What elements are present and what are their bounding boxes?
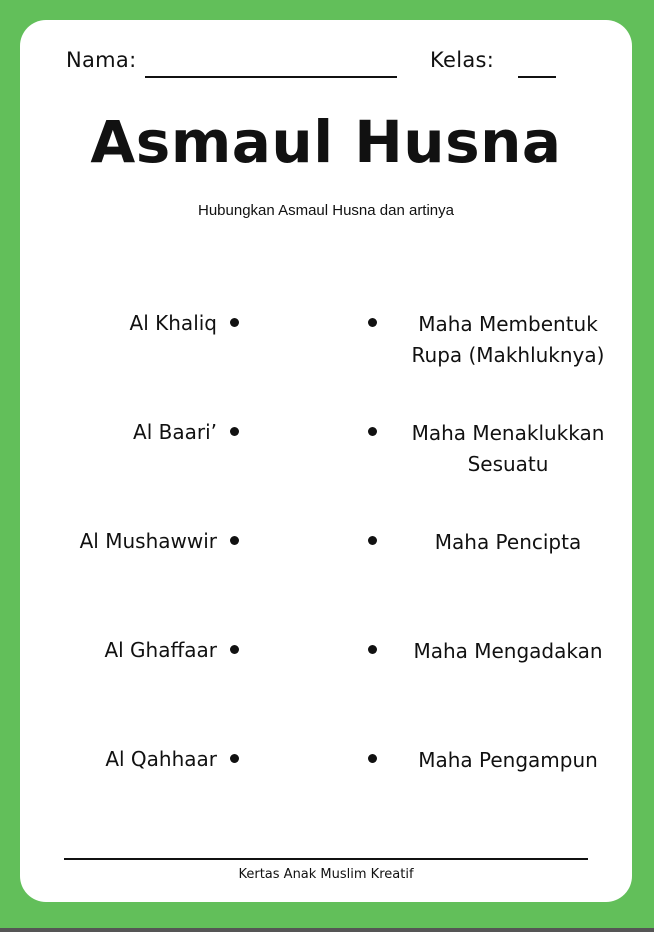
pair-row (20, 745, 632, 825)
class-field-line[interactable] (518, 76, 556, 78)
pair-row (20, 418, 632, 498)
right-connector-dot[interactable] (368, 536, 377, 545)
asmaul-name: Al Khaliq (129, 311, 217, 335)
name-label: Nama: (66, 48, 137, 72)
right-connector-dot[interactable] (368, 427, 377, 436)
meaning-text: Maha Menaklukkan Sesuatu (411, 421, 605, 476)
left-connector-dot[interactable] (230, 754, 239, 763)
name-field-line[interactable] (145, 76, 397, 78)
right-connector-dot[interactable] (368, 645, 377, 654)
class-label: Kelas: (430, 48, 495, 72)
pair-row (20, 309, 632, 389)
meaning-text: Maha Pengampun (418, 748, 598, 772)
left-connector-dot[interactable] (230, 427, 239, 436)
meaning-text: Maha Pencipta (434, 530, 582, 554)
asmaul-name: Al Ghaffaar (104, 638, 217, 662)
meaning-text: Maha Membentuk Rupa (Makhluknya) (411, 312, 605, 367)
bottom-edge (0, 928, 654, 932)
page-title: Asmaul Husna (90, 108, 562, 176)
worksheet-page (20, 20, 632, 902)
left-connector-dot[interactable] (230, 536, 239, 545)
left-connector-dot[interactable] (230, 645, 239, 654)
instruction-text: Hubungkan Asmaul Husna dan artinya (198, 202, 454, 219)
pair-row (20, 527, 632, 607)
right-connector-dot[interactable] (368, 318, 377, 327)
meaning-text: Maha Mengadakan (413, 639, 603, 663)
footer-text: Kertas Anak Muslim Kreatif (238, 867, 414, 882)
asmaul-name: Al Mushawwir (79, 529, 217, 553)
asmaul-name: Al Baari’ (133, 420, 217, 444)
pair-row (20, 636, 632, 716)
asmaul-name: Al Qahhaar (105, 747, 217, 771)
left-connector-dot[interactable] (230, 318, 239, 327)
footer-divider (64, 858, 588, 860)
right-connector-dot[interactable] (368, 754, 377, 763)
